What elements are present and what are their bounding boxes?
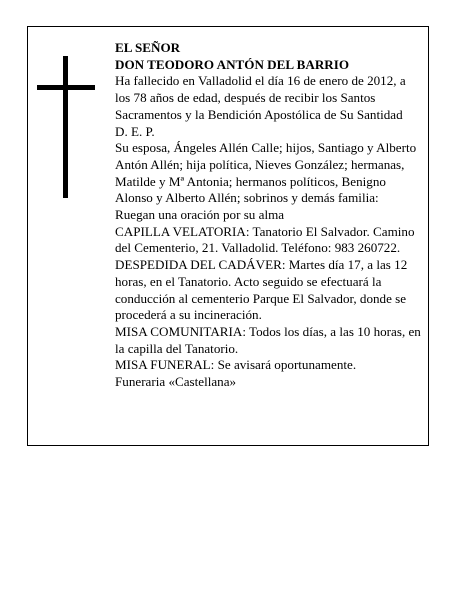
rip-line: D. E. P. xyxy=(115,123,155,139)
obituary-notice xyxy=(27,26,429,446)
funeral-mass-info: MISA FUNERAL: Se avisará oportunamente. xyxy=(115,357,357,373)
cross-vertical-bar xyxy=(63,56,68,198)
cross-icon xyxy=(37,56,95,198)
deceased-name: DON TEODORO ANTÓN DEL BARRIO xyxy=(115,56,350,72)
community-mass-info: MISA COMUNITARIA: Todos los días, a las 10 horas, en la capilla del Tanatorio. xyxy=(115,323,421,356)
obituary-title: EL SEÑOR xyxy=(115,40,181,55)
death-announcement: Ha fallecido en Valladolid el día 16 de enero de 2012, a los 78 años de edad, después de recibir los Santos Sacramentos y la Bendición Apostólica de Su Santidad xyxy=(115,73,406,122)
chapel-info: CAPILLA VELATORIA: Tanatorio El Salvador. Camino del Cementerio, 21. Valladolid. Teléfono: 983 260722. xyxy=(115,223,415,256)
funeral-home: Funeraria «Castellana» xyxy=(115,374,237,390)
prayer-request: Ruegan una oración por su alma xyxy=(115,207,285,223)
obituary-text xyxy=(115,40,423,391)
farewell-info: DESPEDIDA DEL CADÁVER: Martes día 17, a las 12 horas, en el Tanatorio. Acto seguido se efectuará la conducción al cementerio Parque El Salvador, donde se procederá a su incineración. xyxy=(115,257,408,323)
family-list: Su esposa, Ángeles Allén Calle; hijos, Santiago y Alberto Antón Allén; hija política, Nieves González; hermanas, Matilde y Mª Antonia; hermanos políticos, Benigno Alonso y Alberto Allén; sobrinos y demás familia: xyxy=(115,140,417,206)
cross-horizontal-bar xyxy=(37,85,95,90)
